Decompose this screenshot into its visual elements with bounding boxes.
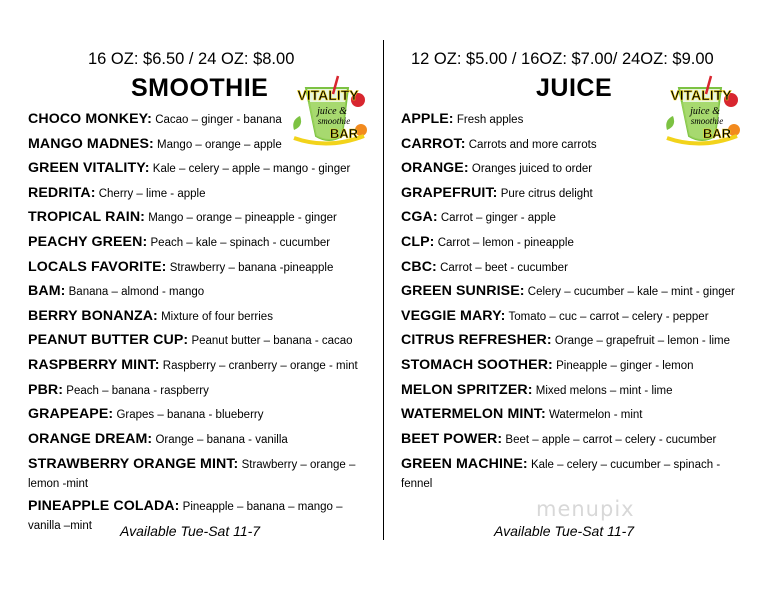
item-desc: Carrot – beet - cucumber	[440, 261, 568, 274]
item-desc: Grapes – banana - blueberry	[116, 409, 264, 422]
juice-heading: JUICE	[536, 74, 613, 102]
menu-item	[401, 280, 746, 305]
menu-item	[401, 354, 746, 379]
menu-item	[401, 256, 746, 281]
item-desc: Banana – almond - mango	[68, 286, 205, 299]
menu-item	[401, 305, 746, 330]
item-name: LOCALS FAVORITE:	[28, 258, 167, 275]
item-desc: Mango – orange – pineapple - ginger	[148, 212, 337, 225]
item-desc: Tomato – cuc – carrot – celery - pepper	[508, 310, 709, 323]
menu-item	[28, 206, 373, 231]
logo-text-bar: BAR	[702, 126, 732, 141]
smoothie-list	[28, 108, 373, 538]
menu-item	[401, 329, 746, 354]
menu-item	[28, 305, 373, 330]
menu-item	[28, 256, 373, 281]
menu-item	[28, 108, 373, 133]
column-divider	[383, 40, 384, 540]
item-desc: Orange – banana - vanilla	[155, 433, 288, 446]
item-desc: Celery – cucumber – kale – mint - ginger	[527, 286, 735, 299]
item-desc: Orange – grapefruit – lemon - lime	[554, 335, 731, 348]
item-desc: Strawberry – orange – lemon -mint	[28, 459, 356, 491]
item-name: BEET POWER:	[401, 430, 503, 447]
item-name: BERRY BONANZA:	[28, 307, 158, 324]
item-name: RASPBERRY MINT:	[28, 356, 160, 373]
item-desc: Pineapple – ginger - lemon	[556, 359, 694, 372]
smoothie-heading: SMOOTHIE	[131, 74, 269, 102]
item-desc: Peanut butter – banana - cacao	[191, 335, 353, 348]
menu-item	[28, 182, 373, 207]
menu-item	[28, 354, 373, 379]
menupix-watermark: menupix	[536, 497, 635, 521]
item-name: STRAWBERRY ORANGE MINT:	[28, 456, 239, 473]
item-desc: Peach – banana - raspberry	[66, 384, 209, 397]
menu-item	[28, 329, 373, 354]
menu-item	[401, 379, 746, 404]
item-desc: Oranges juiced to order	[471, 163, 593, 176]
item-desc: Peach – kale – spinach - cucumber	[150, 236, 331, 249]
item-name: PINEAPPLE COLADA:	[28, 498, 180, 515]
item-name: CITRUS REFRESHER:	[401, 332, 552, 349]
item-desc: Carrot – ginger - apple	[440, 212, 556, 225]
item-name: CARROT:	[401, 135, 466, 152]
menu-item	[401, 428, 746, 453]
menu-item	[401, 108, 746, 133]
item-name: APPLE:	[401, 111, 454, 127]
menu-item	[401, 133, 746, 158]
item-name: CGA:	[401, 209, 438, 226]
item-name: GREEN VITALITY:	[28, 160, 150, 177]
item-name: PEACHY GREEN:	[28, 233, 148, 250]
item-name: ORANGE DREAM:	[28, 430, 153, 447]
item-desc: Strawberry – banana -pineapple	[169, 261, 334, 274]
item-name: MELON SPRITZER:	[401, 381, 533, 398]
item-name: GRAPEFRUIT:	[401, 184, 498, 201]
item-desc: Cherry – lime - apple	[98, 187, 206, 200]
item-name: CLP:	[401, 233, 435, 250]
menu-item	[28, 379, 373, 404]
item-name: CHOCO MONKEY:	[28, 111, 152, 127]
logo-text-juice: juice &	[317, 106, 347, 117]
menu-item	[401, 206, 746, 231]
item-desc: Kale – celery – cucumber – spinach - fennel	[401, 459, 721, 491]
item-name: MANGO MADNES:	[28, 135, 154, 152]
item-name: VEGGIE MARY:	[401, 307, 506, 324]
juice-hours: Available Tue-Sat 11-7	[494, 523, 635, 539]
item-desc: Pineapple – banana – mango – vanilla –mint	[28, 501, 343, 533]
item-desc: Beet – apple – carrot – celery - cucumber	[505, 433, 717, 446]
item-desc: Carrots and more carrots	[468, 138, 597, 151]
item-name: CBC:	[401, 258, 437, 275]
logo-text-juice: juice &	[690, 106, 720, 117]
logo-text-bar: BAR	[329, 126, 359, 141]
item-name: GREEN MACHINE:	[401, 456, 528, 473]
item-name: TROPICAL RAIN:	[28, 209, 145, 226]
menu-item	[28, 231, 373, 256]
item-desc: Raspberry – cranberry – orange - mint	[162, 359, 358, 372]
item-desc: Mixed melons – mint - lime	[535, 384, 673, 397]
item-name: BAM:	[28, 283, 66, 300]
item-name: REDRITA:	[28, 184, 96, 201]
item-desc: Mixture of four berries	[161, 310, 273, 323]
logo-text-smoothie: smoothie	[317, 116, 351, 126]
logo-text-smoothie: smoothie	[690, 116, 724, 126]
menu-item	[401, 455, 746, 494]
item-desc: Carrot – lemon - pineapple	[437, 236, 574, 249]
menu-item	[28, 455, 373, 494]
menu-item	[28, 157, 373, 182]
smoothie-hours: Available Tue-Sat 11-7	[120, 523, 261, 539]
juice-prices: 12 OZ: $5.00 / 16OZ: $7.00/ 24OZ: $9.00	[411, 50, 714, 68]
smoothie-prices: 16 OZ: $6.50 / 24 OZ: $8.00	[88, 50, 295, 68]
item-desc: Pure citrus delight	[500, 187, 593, 200]
item-name: GRAPEAPE:	[28, 406, 114, 423]
item-name: GREEN SUNRISE:	[401, 283, 525, 300]
menu-item	[28, 403, 373, 428]
menu-item	[401, 231, 746, 256]
logo-text-vitality: VITALITY	[670, 87, 732, 103]
menu-item	[401, 403, 746, 428]
item-name: ORANGE:	[401, 160, 469, 177]
item-desc: Watermelon - mint	[548, 409, 643, 422]
item-desc: Fresh apples	[456, 114, 524, 126]
menu-item	[28, 280, 373, 305]
item-name: WATERMELON MINT:	[401, 406, 546, 423]
item-name: PBR:	[28, 381, 64, 398]
item-name: STOMACH SOOTHER:	[401, 356, 553, 373]
menu-item	[401, 182, 746, 207]
item-desc: Mango – orange – apple	[157, 138, 282, 151]
item-desc: Kale – celery – apple – mango - ginger	[152, 163, 351, 176]
menu-item	[401, 157, 746, 182]
menu-item	[28, 428, 373, 453]
juice-list	[401, 108, 746, 496]
item-desc: Cacao – ginger - banana	[155, 114, 282, 126]
item-name: PEANUT BUTTER CUP:	[28, 332, 189, 349]
menu-item	[28, 133, 373, 158]
logo-text-vitality: VITALITY	[297, 87, 359, 103]
